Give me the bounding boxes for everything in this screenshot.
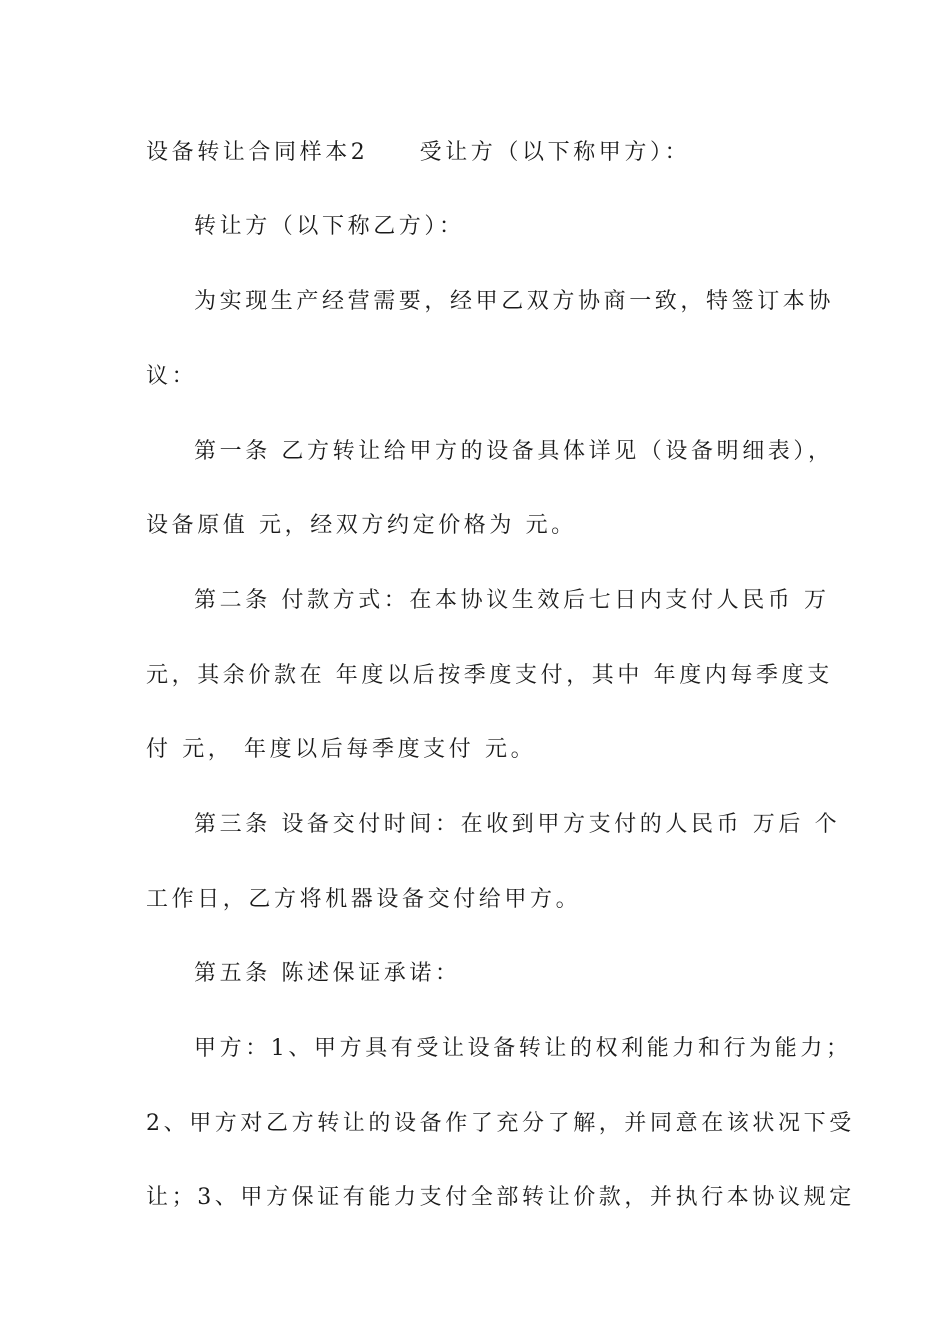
- article-2-line-cont: 元，其余价款在 年度以后按季度支付，其中 年度内每季度支: [146, 663, 833, 688]
- article-1-line: 第一条 乙方转让给甲方的设备具体详见（设备明细表），: [194, 439, 834, 464]
- preamble-line-cont: 议：: [146, 364, 198, 389]
- document-title-line: 设备转让合同样本2 受让方（以下称甲方）：: [146, 140, 691, 165]
- preamble-line: 为实现生产经营需要，经甲乙双方协商一致，特签订本协: [194, 289, 835, 314]
- article-2-line: 第二条 付款方式：在本协议生效后七日内支付人民币 万: [194, 588, 830, 613]
- article-3-line: 第三条 设备交付时间：在收到甲方支付的人民币 万后 个: [194, 812, 841, 837]
- article-5-line: 第五条 陈述保证承诺：: [194, 961, 461, 986]
- party-a-line: 甲方：1、甲方具有受让设备转让的权利能力和行为能力；: [194, 1036, 852, 1061]
- article-2-line-cont-2: 付 元， 年度以后每季度支付 元。: [146, 737, 537, 762]
- party-a-line-cont-2: 让；3、甲方保证有能力支付全部转让价款，并执行本协议规定: [146, 1185, 855, 1210]
- party-a-line-cont: 2、甲方对乙方转让的设备作了充分了解，并同意在该状况下受: [146, 1111, 855, 1136]
- article-1-line-cont: 设备原值 元，经双方约定价格为 元。: [146, 513, 577, 538]
- article-3-line-cont: 工作日，乙方将机器设备交付给甲方。: [146, 887, 582, 912]
- transferor-line: 转让方（以下称乙方）：: [194, 214, 465, 239]
